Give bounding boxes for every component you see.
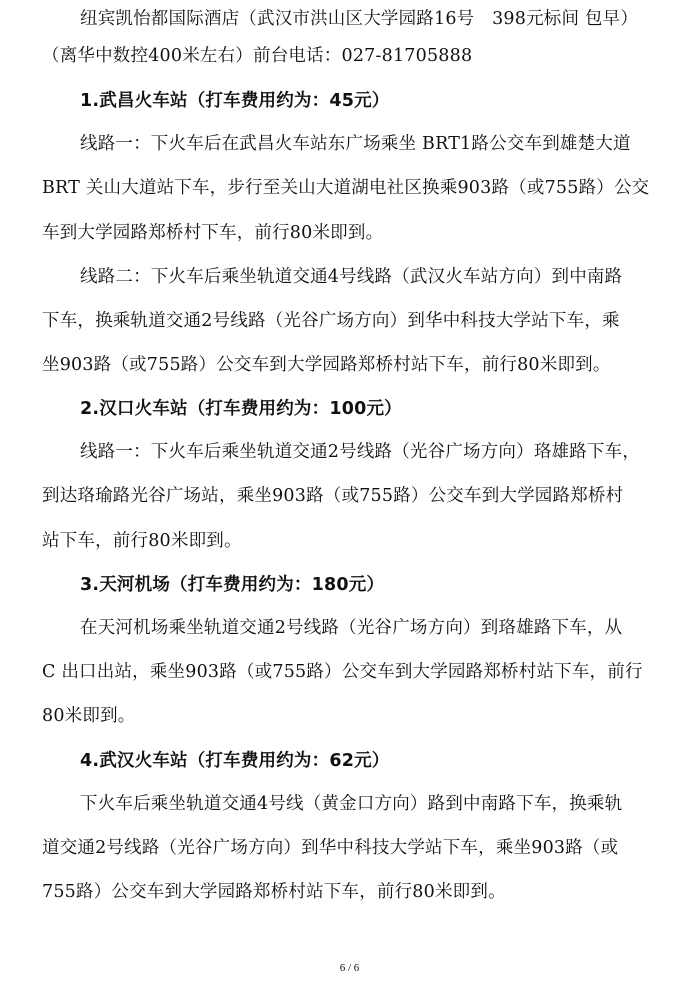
route-text-line: 到达珞瑜路光谷广场站，乘坐903路（或755路）公交车到大学园路郑桥村 bbox=[42, 486, 624, 506]
route-text-line: 道交通2号线路（光谷广场方向）到华中科技大学站下车，乘坐903路（或 bbox=[42, 838, 619, 858]
section-heading-wuchang: 1.武昌火车站（打车费用约为：45元） bbox=[80, 91, 390, 111]
hotel-info-line-2: （离华中数控400米左右）前台电话：027-81705888 bbox=[42, 46, 473, 66]
route-text-line: 车到大学园路郑桥村下车，前行80米即到。 bbox=[42, 223, 384, 243]
route-text-line: 线路一：下火车后乘坐轨道交通2号线路（光谷广场方向）珞雄路下车， bbox=[80, 442, 641, 462]
route-text-line: 755路）公交车到大学园路郑桥村站下车，前行80米即到。 bbox=[42, 882, 506, 902]
route-text-line: 下火车后乘坐轨道交通4号线（黄金口方向）路到中南路下车，换乘轨 bbox=[80, 794, 623, 814]
route-text-line: 下车，换乘轨道交通2号线路（光谷广场方向）到华中科技大学站下车，乘 bbox=[42, 311, 620, 331]
section-heading-wuhan-station: 4.武汉火车站（打车费用约为：62元） bbox=[80, 751, 390, 771]
route-text-line: 在天河机场乘坐轨道交通2号线路（光谷广场方向）到珞雄路下车，从 bbox=[80, 618, 623, 638]
route-text-line: C 出口出站，乘坐903路（或755路）公交车到大学园路郑桥村站下车，前行 bbox=[42, 662, 643, 682]
hotel-info-line-1: 纽宾凯怡都国际酒店（武汉市洪山区大学园路16号 398元标间 包早） bbox=[80, 9, 639, 29]
page-number: 6 / 6 bbox=[339, 962, 360, 974]
section-heading-tianhe-airport: 3.天河机场（打车费用约为：180元） bbox=[80, 575, 385, 595]
route-text-line: 坐903路（或755路）公交车到大学园路郑桥村站下车，前行80米即到。 bbox=[42, 355, 611, 375]
route-text-line: 站下车，前行80米即到。 bbox=[42, 531, 242, 551]
route-text-line: BRT 关山大道站下车，步行至关山大道湖电社区换乘903路（或755路）公交 bbox=[42, 178, 650, 198]
route-text-line: 线路二：下火车后乘坐轨道交通4号线路（武汉火车站方向）到中南路 bbox=[80, 267, 623, 287]
route-text-line: 线路一：下火车后在武昌火车站东广场乘坐 BRT1路公交车到雄楚大道 bbox=[80, 134, 631, 154]
section-heading-hankou: 2.汉口火车站（打车费用约为：100元） bbox=[80, 399, 402, 419]
route-text-line: 80米即到。 bbox=[42, 706, 136, 726]
